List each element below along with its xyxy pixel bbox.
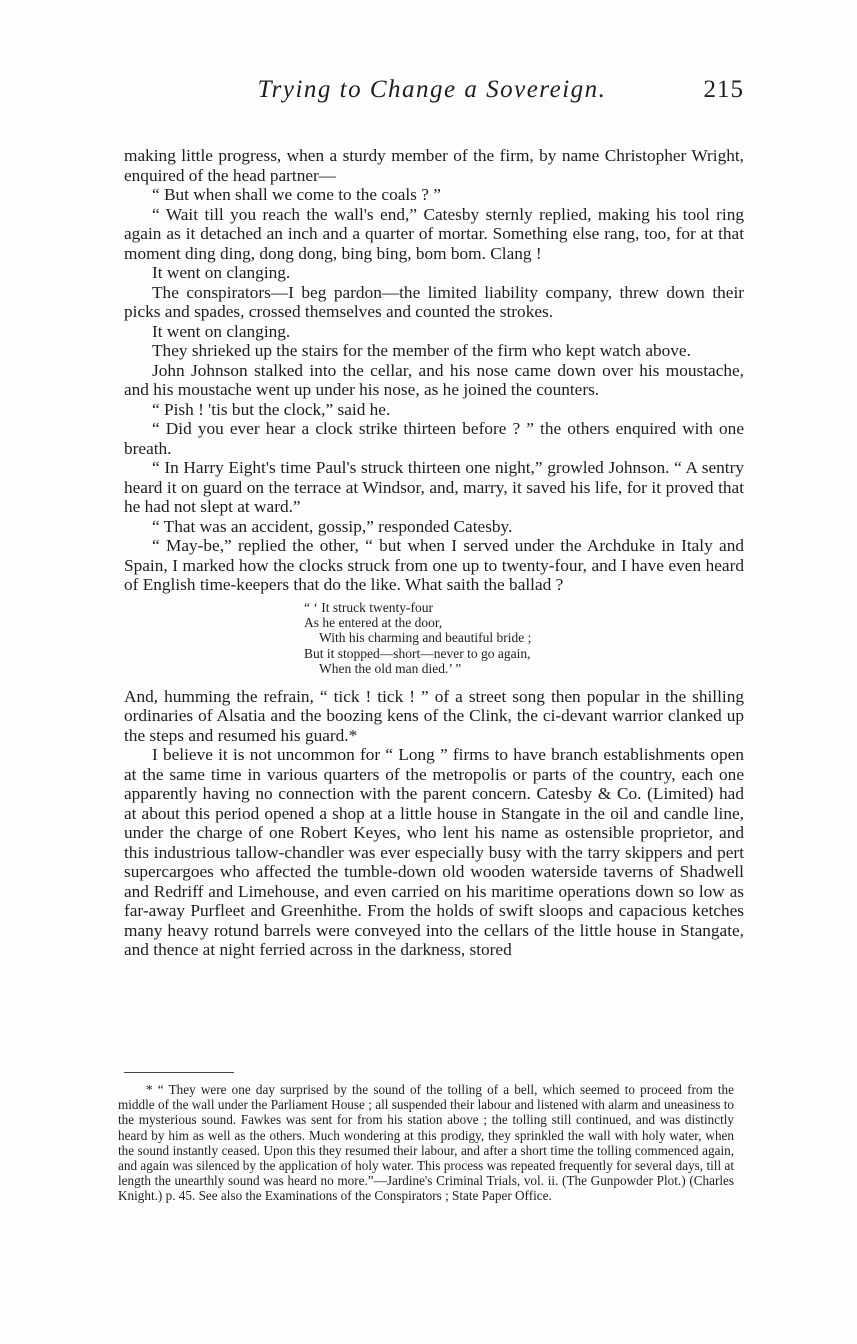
verse-line: With his charming and beautiful bride ;: [319, 630, 532, 646]
running-header: [120, 74, 744, 114]
paragraph: They shrieked up the stairs for the member of the firm who kept watch above.: [152, 341, 691, 360]
paragraph: “ That was an accident, gossip,” responded Catesby.: [152, 516, 513, 536]
paragraph: The conspirators—I beg pardon—the limited liability company, threw down their picks and spades, crossed themselves and counted the strokes.: [124, 282, 744, 321]
paragraph: “ Pish ! 'tis but the clock,” said he.: [152, 399, 391, 419]
paragraph: making little progress, when a sturdy member of the firm, by name Christopher Wright, enquired of the head partner—: [124, 146, 744, 185]
footnote-divider: [124, 1072, 234, 1073]
paragraph: “ May-be,” replied the other, “ but when I served under the Archduke in Italy and Spain, I marked how the clocks struck from one up to twenty-four, and I have even heard of English time-keepers that do the like. What saith the ballad ?: [124, 536, 744, 594]
verse-line: But it stopped—short—never to go again,: [304, 645, 531, 661]
paragraph: It went on clanging.: [152, 321, 291, 341]
verse-line: When the old man died.’ ”: [319, 661, 462, 677]
paragraph: “ In Harry Eight's time Paul's struck thirteen one night,” growled Johnson. “ A sentry heard it on guard on the terrace at Windsor, and, marry, it saved his life, for it proved that he had not slept at ward.”: [124, 458, 744, 516]
verse-line: As he entered at the door,: [304, 614, 443, 630]
body-text: [124, 146, 744, 960]
footnote-text: * “ They were one day surprised by the sound of the tolling of a bell, which seemed to proceed from the middle of the wall under the Parliament House ; all suspended their labour and listened with alarm and uneasiness to the mysterious sound. Fawkes was sent for from his station above ; the tolling still continued, and was distinctly heard by him as well as the others. Much wondering at this prodigy, they sprinkled the wall with holy water, when the sound instantly ceased. Upon this they resumed their labour, and after a short time the tolling commenced again, and again was silenced by the application of holy water. This process was repeated frequently for several days, till at length the unearthly sound was heard no more.”—Jardine's Criminal Trials, vol. ii. (The Gunpowder Plot.) (Charles Knight.) p. 45. See also the Examinations of the Conspirators ; State Paper Office.: [118, 1082, 734, 1204]
paragraph: I believe it is not uncommon for “ Long ” firms to have branch establishments open at the same time in various quarters of the metropolis or parts of the country, each one apparently having no connection with the parent concern. Catesby & Co. (Limited) had at about this period opened a shop at a little house in Stangate in the oil and candle line, under the charge of one Robert Keyes, who lent his name as ostensible proprietor, and this industrious tallow-chandler was ever especially busy with the tarry skippers and pert supercargoes who affected the tumble-down old wooden waterside taverns of Shadwell and Redriff and Limehouse, and even carried on his maritime operations down so low as far-away Purfleet and Greenhithe. From the holds of swift sloops and capacious ketches many heavy rotund barrels were conveyed into the cellars of the little house in Stangate, and thence at night ferried across in the darkness, stored: [124, 745, 744, 960]
verse-line: “ ‘ It struck twenty-four: [304, 599, 433, 615]
running-title: Trying to Change a Sovereign.: [257, 76, 607, 103]
footnote: [118, 1082, 734, 1204]
page-number: 215: [703, 76, 744, 103]
paragraph: “ But when shall we come to the coals ? ”: [152, 185, 441, 204]
paragraph: “ Did you ever hear a clock strike thirteen before ? ” the others enquired with one breath.: [124, 419, 744, 458]
paragraph: John Johnson stalked into the cellar, and his nose came down over his moustache, and his moustache went up under his nose, as he joined the counters.: [124, 360, 744, 399]
paragraph: “ Wait till you reach the wall's end,” Catesby sternly replied, making his tool ring again as it detached an inch and a quarter of mortar. Something else rang, too, for at that moment ding ding, dong dong, bing bing, bom bom. Clang !: [124, 204, 744, 263]
paragraph: It went on clanging.: [152, 263, 291, 282]
paragraph: And, humming the refrain, “ tick ! tick ! ” of a street song then popular in the shilling ordinaries of Alsatia and the boozing kens of the Clink, the ci-devant warrior clanked up the steps and resumed his guard.*: [124, 686, 744, 745]
ballad-verse: [124, 600, 744, 677]
